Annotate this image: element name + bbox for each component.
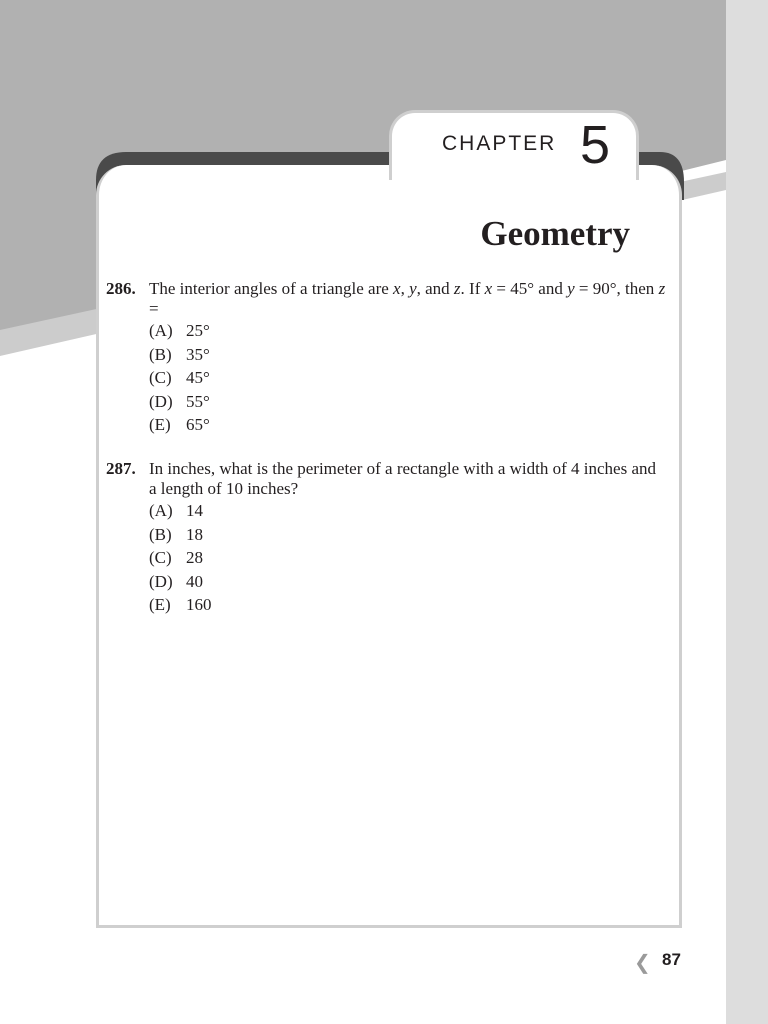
question-286 <box>106 279 666 437</box>
chapter-number: 5 <box>580 115 611 175</box>
answer-option: (D) 55° <box>149 391 210 411</box>
question-text: In inches, what is the perimeter of a rectangle with a width of 4 inches and a length of 10 inches? <box>149 459 656 498</box>
question-number: 287. <box>106 459 136 478</box>
question-287 <box>106 459 666 617</box>
chapter-label: CHAPTER <box>442 132 557 155</box>
question-number: 286. <box>106 279 136 298</box>
page-title: Geometry <box>480 214 630 253</box>
answer-option: (B) 35° <box>149 344 210 364</box>
answer-options <box>149 319 666 437</box>
page-number: 87 <box>662 950 681 969</box>
answer-option: (E) 160 <box>149 595 212 614</box>
answer-option: (E) 65° <box>149 415 210 434</box>
answer-option: (A) 25° <box>149 321 210 340</box>
answer-option: (C) 45° <box>149 368 210 387</box>
chevron-left-icon: ❮ <box>634 952 651 974</box>
right-margin-strip <box>726 0 768 1024</box>
question-text: The interior angles of a triangle are x, y, and z. If x = 45° and y = 90°, then z = <box>149 279 666 318</box>
answer-option: (C) 28 <box>149 548 203 567</box>
answer-option: (B) 18 <box>149 524 203 544</box>
answer-option: (A) 14 <box>149 501 203 520</box>
answer-options <box>149 499 666 617</box>
answer-option: (D) 40 <box>149 571 203 591</box>
